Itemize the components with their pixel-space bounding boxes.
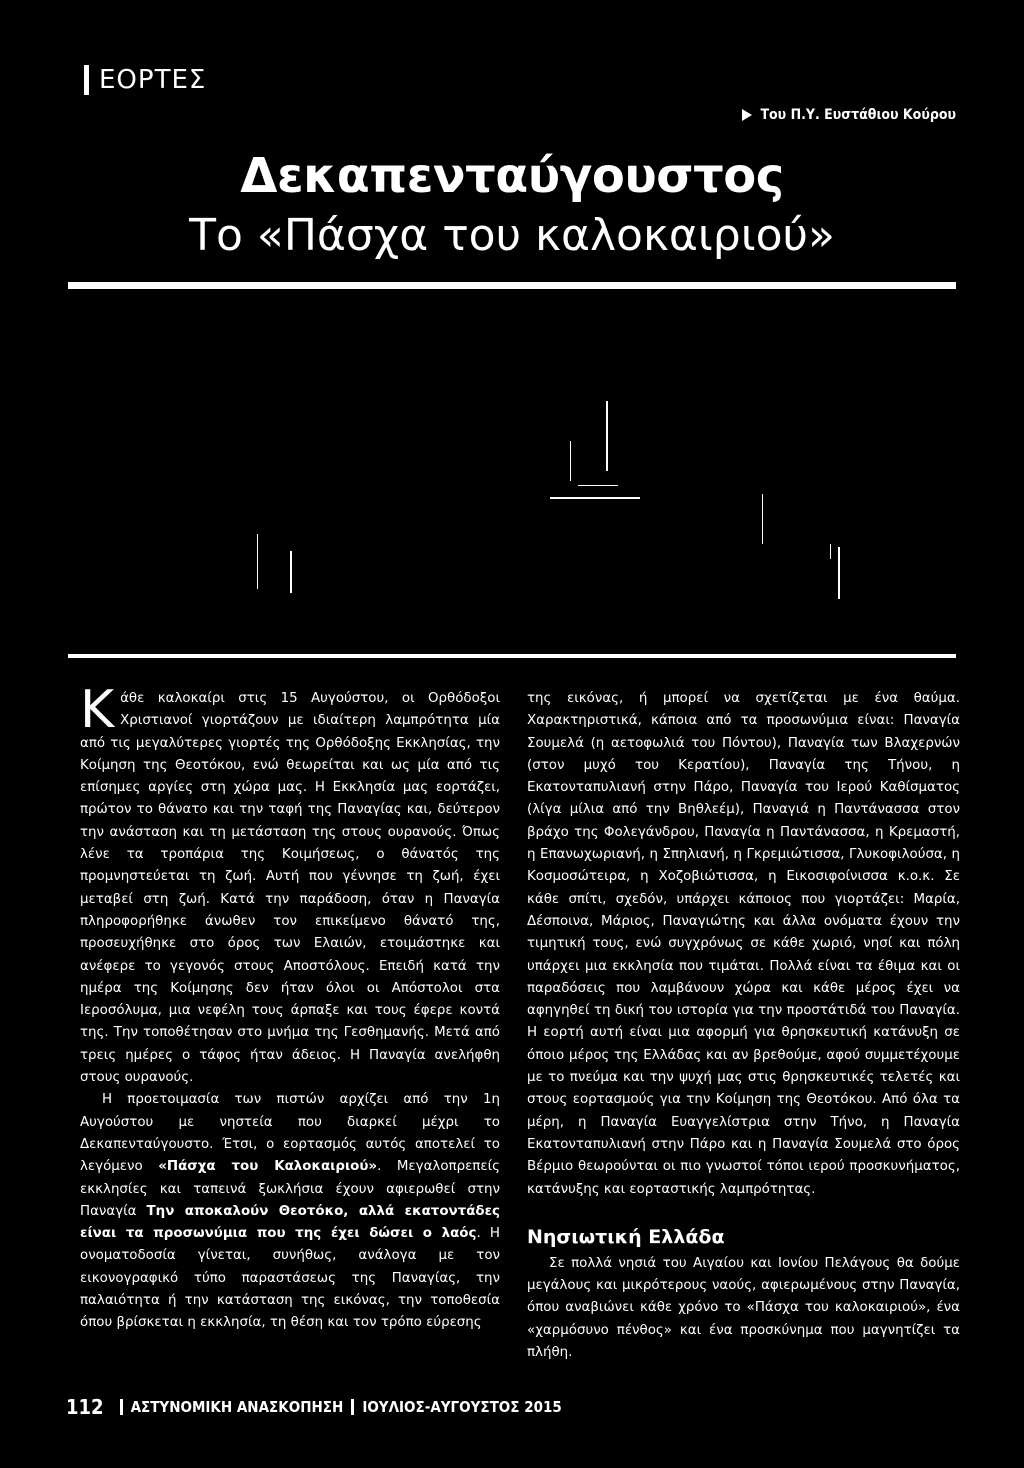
paragraph-2-bold-b: Την αποκαλούν Θεοτόκο, αλλά εκατοντάδες είναι τα προσωνύμια που της έχει δώσει ο λαός — [80, 1203, 500, 1242]
photo-top-rule — [68, 282, 956, 289]
paragraph-2-part-a: Η προετοιμασία των πιστών αρχίζει από την 1η Αυγούστου με νηστεία που διαρκεί μέχρι το Δεκαπενταύγουστο. Έτσι, ο εορτασμός αυτός αποτελεί το λεγόμενο — [80, 1092, 500, 1175]
section-title: ΕΟΡΤΕΣ — [99, 65, 207, 95]
column-right-flow: της εικόνας, ή μπορεί να σχετίζεται με ένα θαύμα. Χαρακτηριστικά, κάποια από τα προσωνύμια είναι: Παναγία Σουμελά (η αετοφωλιά του Πόντου), Παναγία των Βλαχερνών (στον μυχό του Κερατίου), Παναγία της Τήνου, η Εκατονταπυλιανή στην Πάρο, Παναγία του Ιερού Καθίσματος (λίγα μίλια από την Βηθλεέμ), Παναγιά η Παντάνασσα στον βράχο της Φολεγάνδρου, Παναγία η Παντάνασσα, η Κρεμαστή, η Επανωχωριανή, η Σπηλιανή, η Γκρεμιώτισσα, Γλυκοφιλούσα, η Κοσμοσώτειρα, η Χοζοβιώτισσα, η Εικοσιφοίνισσα κ.ο.κ. Σε κάθε σπίτι, σχεδόν, υπάρχει κάποιος που γιορτάζει: Μαρία, Δέσποινα, Μάριος, Παναγιώτης και άλλα ονόματα έχουν την τιμητική τους, ενώ συγχρόνως σε κάθε χωριό, νησί και πόλη υπάρχει μια εκκλησία που τιμάται. Πολλά είναι τα έθιμα και οι παραδόσεις που λαμβάνουν χώρα και κάθε μέρος έχει να αφηγηθεί τη δική του ιστορία για την προστάτιδά του Παναγία. Η εορτή αυτή είναι μια αφορμή για θρησκευτική κατάνυξη σε όποιο μέρος της Ελλάδας και αν βρεθούμε, αφού συμμετέχουμε με το πνεύμα και την ψυχή μας στις θρησκευτικές τελετές και στους εορτασμούς για την Κοίμηση της Θεοτόκου. Από όλα τα μέρη, η Παναγία Ευαγγελίστρια στην Τήνο, η Παναγία Εκατονταπυλιανή στην Πάρο και η Παναγία Σουμελά στο όρος Βέρμιο θεωρούνται οι πιο γνωστοί τόποι ιερού προσκυνήματος, κατάνυξης και εορταστικής λαμπρότητας. — [527, 691, 960, 1197]
byline — [742, 107, 956, 123]
footer-separator — [351, 1399, 354, 1415]
issue-date: ΙΟΥΛΙΟΣ-ΑΥΓΟΥΣΤΟΣ 2015 — [362, 1398, 562, 1416]
byline-text: Του Π.Υ. Ευστάθιου Κούρου — [760, 107, 956, 123]
paragraph-2-part-c: . Μεγαλοπρεπείς εκκλησίες και ταπεινά ξωκλήσια έχουν αφιερωθεί στην Παναγία — [80, 1159, 501, 1219]
paragraph-intro — [80, 680, 500, 1089]
paragraph-3: Σε πολλά νησιά του Αιγαίου και Ιονίου Πελάγους θα δούμε μεγάλους και μικρότερους ναούς, αφιερωμένους στην Παναγία, όπου αναβιώνει κάθε χρόνο το «Πάσχα του καλοκαιριού», ένα «χαρμόσυνο πένθος» και ένα προσκύνημα που μαγνητίζει τα πλήθη. — [527, 1255, 960, 1361]
article-subtitle: Το «Πάσχα του καλοκαιριού» — [189, 210, 835, 261]
article-column-right — [527, 688, 960, 1364]
page-number: 112 — [66, 1395, 104, 1419]
paragraph-2-part-e: . Η ονοματοδοσία γίνεται, συνήθως, ανάλογα με τον εικονογραφικό τύπο παραστάσεως της Παναγίας, την παλαιότητα ή την κατάσταση της εικόνας, την τοποθεσία όπου βρίσκεται η εκκλησία, τη θέση και τον τρόπο εύρεσης — [80, 1226, 500, 1331]
section-label — [84, 64, 206, 96]
arrow-right-icon — [742, 109, 752, 121]
dropcap: Κ — [80, 680, 115, 740]
article-photo — [68, 289, 956, 654]
page-footer — [66, 1395, 562, 1419]
magazine-name: ΑΣΤΥΝΟΜΙΚΗ ΑΝΑΣΚΟΠΗΣΗ — [130, 1398, 344, 1416]
footer-separator — [120, 1399, 123, 1415]
paragraph-2-bold-a: «Πάσχα του Καλοκαιριού» — [158, 1159, 378, 1175]
section-bar — [84, 65, 89, 95]
article-column-left — [80, 680, 501, 1335]
subheading: Νησιωτική Ελλάδα — [527, 1225, 725, 1248]
photo-bottom-rule — [68, 654, 956, 658]
article-title: Δεκαπενταύγουστος — [240, 148, 784, 204]
paragraph-2 — [80, 1089, 500, 1334]
paragraph-1: άθε καλοκαίρι στις 15 Αυγούστου, οι Ορθόδοξοι Χριστιανοί γιορτάζουν με ιδιαίτερη λαμπρότητα μία από τις μεγαλύτερες γιορτές της Ορθόδοξης Εκκλησίας, την Κοίμηση της Θεοτόκου, ενώ θεωρείται και ως μία από τις επίσημες αργίες στη χώρα μας. Η Εκκλησία μας εορτάζει, πρώτον το θάνατο και την ταφή της Παναγίας και, δεύτερον την ανάσταση και τη μετάσταση της στους ουρανούς. Όπως λένε τα τροπάρια της Κοιμήσεως, ο θάνατός της προμνηστεύεται τη ζωή. Αυτή που γέννησε τη ζωή, έχει μεταβεί στη ζωή. Κατά την παράδοση, όταν η Παναγία πληροφορήθηκε άνωθεν τον επικείμενο θάνατό της, προσευχήθηκε στο όρος των Ελαιών, ετοιμάστηκε και ανέφερε το γεγονός στους Αποστόλους. Επειδή κατά την ημέρα της Κοίμησης δεν ήταν όλοι οι Απόστολοι στα Ιεροσόλυμα, μια νεφέλη τους άρπαξε και τους έφερε κοντά της. Την τοποθέτησαν στο μνήμα της Γεσθημανής. Μετά από τρεις ημέρες ο τάφος ήταν άδειος. Η Παναγία ανελήφθη στους ουρανούς. — [80, 691, 500, 1086]
